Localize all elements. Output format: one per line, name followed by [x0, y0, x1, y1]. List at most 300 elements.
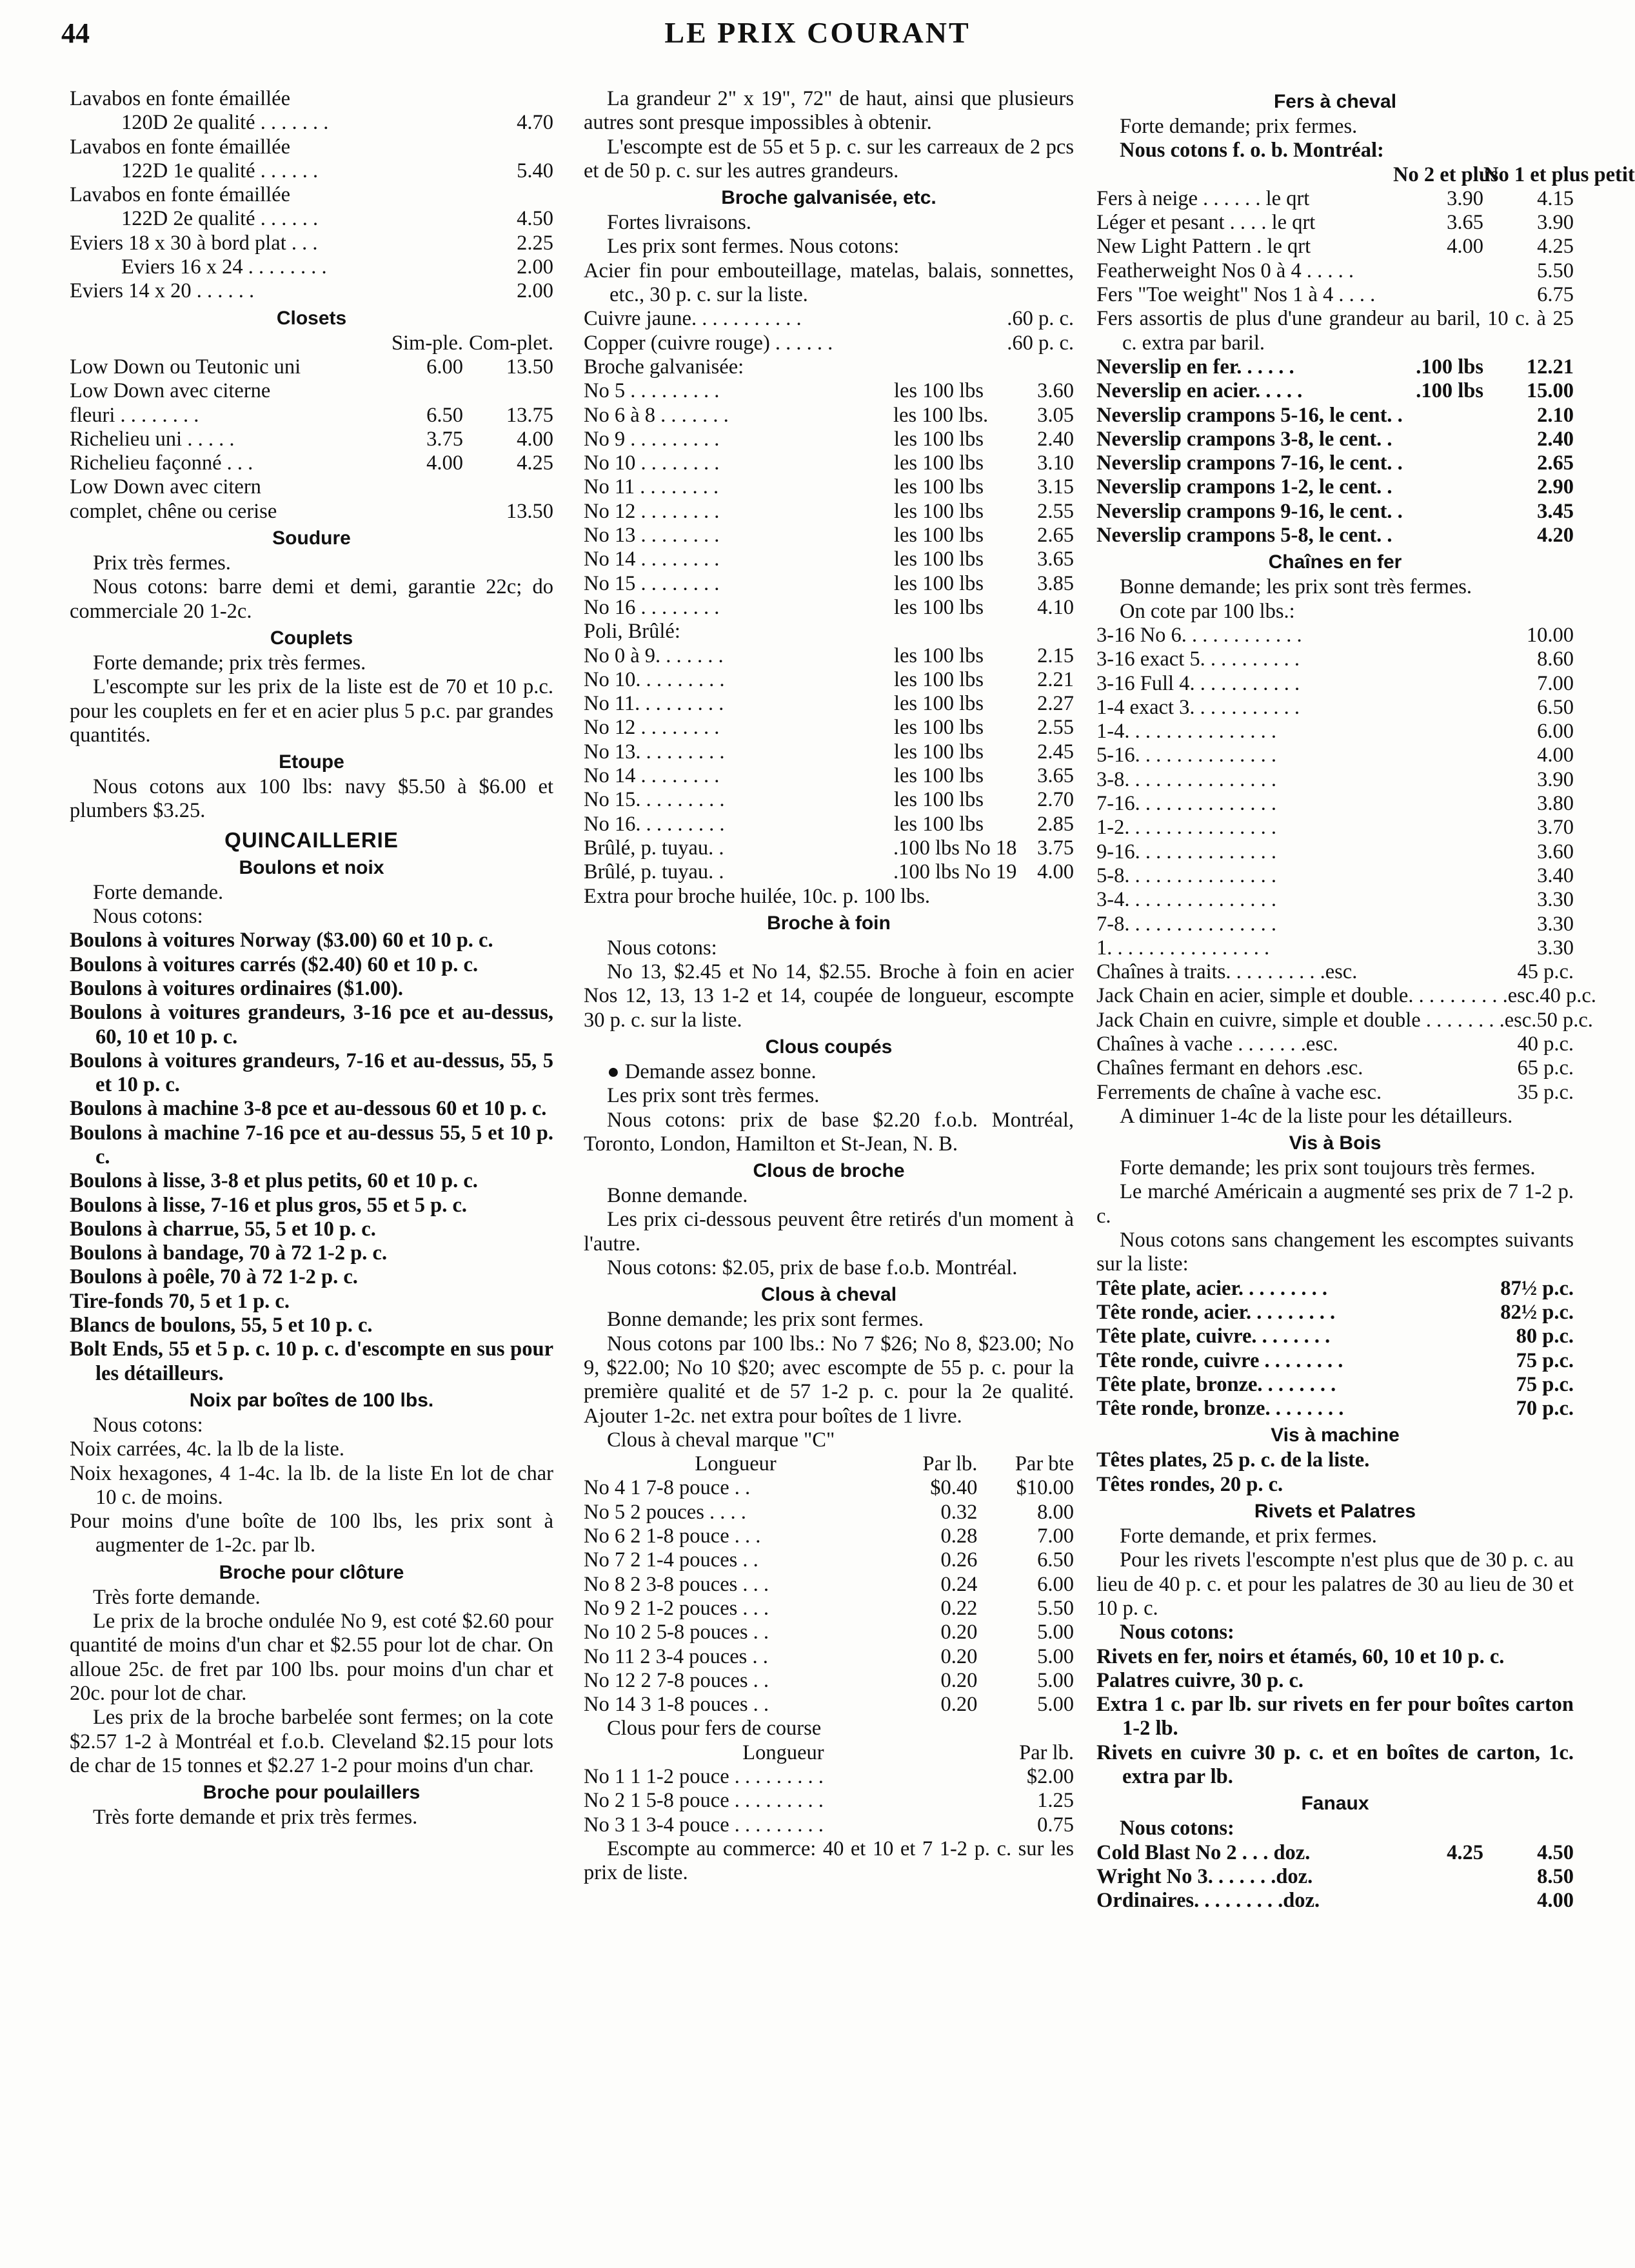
item-label: 5-16. . . . . . . . . . . . . .	[1096, 744, 1276, 767]
list-item: Blancs de boulons, 55, 5 et 10 p. c.	[70, 1314, 373, 1337]
cloture-text: Les prix de la broche barbelée sont fermes; on la cote $2.57 1-2 à Montréal et f.o.b. Cleveland $2.15 pour lots de char de 15 tonnes et $2.27 1-2 pour moins d'un char.	[70, 1706, 553, 1777]
item-value: 3.75	[426, 427, 463, 451]
item-value: 3.45	[1537, 499, 1574, 523]
item-label: No 11 . . . . . . . .	[584, 475, 719, 499]
item-value: 4.70	[517, 111, 553, 135]
item-label: No 10. . . . . . . . .	[584, 667, 725, 691]
item-label: No 13. . . . . . . . .	[584, 740, 725, 764]
list-item: Boulons à machine 7-16 pce et au-dessus 55, 5 et 10 p. c.	[70, 1121, 553, 1169]
fers-heading: Fers à cheval	[1273, 91, 1397, 112]
list-row	[1096, 1373, 1574, 1397]
list-row	[1096, 524, 1574, 547]
list-row	[70, 428, 553, 451]
etoupe-heading: Etoupe	[279, 751, 344, 773]
list-row	[70, 207, 553, 231]
item-value: 4.00	[1537, 1889, 1574, 1913]
quincaillerie-heading: QUINCAILLERIE	[224, 827, 399, 852]
list-row	[584, 331, 1074, 355]
item-value: 4.00	[1537, 744, 1574, 767]
item-value: les 100 lbs	[893, 451, 984, 475]
cell-value: 0.32	[940, 1500, 978, 1524]
boulons-list	[70, 929, 553, 1386]
item-value: 2.00	[517, 255, 553, 279]
list-row	[1096, 1865, 1574, 1889]
broche-text: Les prix ci-dessous peuvent être retirés d'un moment à l'autre.	[584, 1208, 1074, 1256]
item-value	[373, 500, 463, 524]
item-label: No 9 . . . . . . . . .	[584, 427, 720, 451]
item-label: Richelieu uni . . . . .	[70, 427, 235, 451]
soudure-heading: Soudure	[272, 528, 351, 549]
item-label: Ferrements de chaîne à vache esc.	[1096, 1080, 1382, 1104]
item-value: 12.21	[1526, 355, 1574, 379]
item-value: .100 lbs No 18	[893, 836, 1017, 860]
closets-heading: Closets	[276, 307, 347, 329]
item-label: New Light Pattern . le qrt	[1096, 235, 1311, 259]
item-label: 7-8. . . . . . . . . . . . . . .	[1096, 912, 1276, 936]
item-label: 1-2. . . . . . . . . . . . . . .	[1096, 816, 1276, 840]
item-value: 3.90	[1537, 767, 1574, 791]
cell-value: 0.20	[940, 1644, 978, 1668]
item-label: 122D 2e qualité . . . . . .	[121, 207, 319, 231]
item-label: 3-8. . . . . . . . . . . . . . .	[1096, 767, 1276, 791]
list-row	[584, 716, 1074, 740]
vis-text: Nous cotons sans changement les escomptes suivants sur la liste:	[1096, 1228, 1574, 1276]
list-row	[1096, 672, 1574, 696]
list-row	[584, 860, 1074, 884]
item-label: Brûlé, p. tuyau. .	[584, 836, 724, 860]
lavabos-list	[70, 87, 553, 304]
list-item: Pour moins d'une boîte de 100 lbs, les prix sont à augmenter de 1-2c. par lb.	[70, 1510, 553, 1557]
list-item: Boulons à lisse, 7-16 et plus gros, 55 et 5 p. c.	[70, 1193, 468, 1217]
item-value: 8.50	[1537, 1864, 1574, 1888]
item-value: 8.60	[1537, 647, 1574, 671]
fers-text: Nous cotons f. o. b. Montréal:	[1120, 139, 1384, 163]
item-value: 2.55	[1037, 499, 1074, 523]
course-note: Escompte au commerce: 40 et 10 et 7 1-2 p. c. sur les prix de liste.	[584, 1837, 1074, 1885]
item-value: 3.10	[1037, 451, 1074, 475]
item-label: Neverslip en fer. . . . . .	[1096, 355, 1294, 379]
item-label: Tête ronde, acier. . . . . . . . .	[1096, 1300, 1336, 1324]
column-1	[70, 87, 553, 1829]
item-label: Eviers 16 x 24 . . . . . . . .	[121, 255, 327, 279]
vism-heading: Vis à machine	[1271, 1425, 1400, 1446]
item-label: Lavabos en fonte émaillée	[70, 87, 290, 110]
list-row	[70, 111, 553, 135]
cell-label: No 12 2 7-8 pouces . .	[584, 1668, 769, 1692]
cell-value: 5.00	[1037, 1693, 1074, 1717]
item-label: Tête plate, bronze. . . . . . . .	[1096, 1372, 1336, 1396]
galv-text: Les prix sont fermes. Nous cotons:	[607, 235, 900, 259]
item-value: 3.40	[1537, 863, 1574, 887]
item-value: 3.65	[1037, 547, 1074, 571]
item-value: 6.50	[426, 403, 463, 427]
list-row	[584, 428, 1074, 451]
item-value: 2.10	[1537, 403, 1574, 427]
list-item: Boulons à charrue, 55, 5 et 10 p. c.	[70, 1217, 376, 1241]
cloture-text: Très forte demande.	[93, 1585, 261, 1609]
fanaux-text: Nous cotons:	[1120, 1817, 1234, 1840]
item-label: No 6 à 8 . . . . . . .	[584, 403, 729, 427]
item-value: 6.50	[1537, 695, 1574, 719]
item-value: 2.55	[1037, 716, 1074, 740]
cheval-text: Bonne demande; les prix sont fermes.	[607, 1308, 924, 1332]
item-value: 2.90	[1537, 475, 1574, 499]
item-label: Léger et pesant . . . . le qrt	[1096, 211, 1316, 235]
list-row	[584, 836, 1074, 860]
item-value	[1393, 1865, 1483, 1889]
item-value: 3.90	[1447, 186, 1483, 210]
item-label: 3-4. . . . . . . . . . . . . . .	[1096, 888, 1276, 912]
list-row	[70, 183, 553, 207]
intro-text: L'escompte est de 55 et 5 p. c. sur les carreaux de 2 pcs et de 50 p. c. sur les autres grandeurs.	[584, 135, 1074, 182]
poli-subhead: Poli, Brûlé:	[584, 620, 680, 644]
cheval-text: Nous cotons par 100 lbs.: No 7 $26; No 8, $23.00; No 9, $22.00; No 10 $20; avec escompte de 55 p. c. pour la première qualité et de 57 1-2 p. c. pour la 2e qualité. Ajouter 1-2c. net extra pour boîtes de 1 livre.	[584, 1332, 1074, 1428]
item-value: 4.50	[517, 207, 553, 231]
table-row	[584, 1669, 1074, 1693]
cell-value: 0.22	[940, 1596, 978, 1620]
cell-value: 8.00	[1037, 1500, 1074, 1524]
list-item: Palatres cuivre, 30 p. c.	[1096, 1668, 1304, 1692]
item-value: 70 p.c.	[1516, 1397, 1574, 1421]
item-value: 13.50	[506, 499, 553, 523]
item-value: 2.25	[517, 231, 553, 255]
item-value: .100 lbs No 19	[893, 860, 1017, 884]
noix-list	[70, 1437, 553, 1557]
noix-text: Nous cotons:	[93, 1413, 203, 1437]
item-label: Brûlé, p. tuyau. .	[584, 860, 724, 884]
item-value: 3.05	[1037, 403, 1074, 427]
list-row	[70, 232, 553, 255]
item-value: 50 p.c.	[1536, 1008, 1593, 1032]
closets-columns: Sim-ple. Com-plet.	[391, 331, 553, 355]
list-row	[1096, 1841, 1574, 1865]
list-row	[1096, 1301, 1574, 1325]
item-value: les 100 lbs	[893, 740, 984, 764]
table-row	[584, 1524, 1074, 1548]
item-label: No 15. . . . . . . . .	[584, 788, 725, 812]
item-label: 120D 2e qualité . . . . . . .	[121, 111, 329, 135]
rivets-text: Forte demande, et prix fermes.	[1120, 1524, 1377, 1548]
item-value: 2.65	[1037, 524, 1074, 547]
table-row	[584, 1813, 1074, 1837]
galv-heading: Broche galvanisée, etc.	[721, 187, 936, 209]
table-row	[584, 1765, 1074, 1789]
rivets-list	[1096, 1645, 1574, 1790]
chaines-esc-list	[1096, 960, 1596, 1105]
item-label: 5-8. . . . . . . . . . . . . . .	[1096, 863, 1276, 887]
poulaillers-text: Très forte demande et prix très fermes.	[93, 1806, 418, 1829]
item-value: 3.60	[1537, 840, 1574, 863]
table-row	[584, 1501, 1074, 1524]
cell-value: 0.20	[940, 1668, 978, 1692]
item-value: 5.50	[1537, 259, 1574, 282]
item-label: Jack Chain en cuivre, simple et double . . . . . . . .esc.	[1096, 1008, 1537, 1032]
item-value: les 100 lbs	[893, 427, 984, 451]
item-value: 2.21	[1037, 667, 1074, 691]
poli-extra: Extra pour broche huilée, 10c. p. 100 lbs.	[584, 884, 931, 908]
item-value: les 100 lbs	[893, 379, 984, 403]
item-label: No 14 . . . . . . . .	[584, 764, 720, 788]
list-row	[1096, 840, 1574, 864]
item-value: 35 p.c.	[1517, 1080, 1574, 1104]
item-label: Neverslip crampons 1-2, le cent. .	[1096, 475, 1392, 499]
item-value: 3.30	[1537, 912, 1574, 936]
list-row	[1096, 816, 1574, 840]
item-value: 4.20	[1537, 524, 1574, 547]
cell-label: No 5 2 pouces . . . .	[584, 1500, 746, 1524]
item-label: Tête plate, acier. . . . . . . . .	[1096, 1276, 1328, 1300]
list-row	[1096, 696, 1574, 720]
page-number: 44	[61, 17, 90, 49]
list-item: Boulons à voitures grandeurs, 7-16 et au-dessus, 55, 5 et 10 p. c.	[70, 1049, 553, 1097]
item-value: les 100 lbs	[893, 571, 984, 595]
item-value: 4.10	[1037, 595, 1074, 619]
list-row	[584, 500, 1074, 524]
cell-value: $0.40	[930, 1476, 978, 1500]
item-value: 10.00	[1526, 623, 1574, 647]
couplets-heading: Couplets	[270, 627, 353, 649]
item-value: 6.00	[426, 355, 463, 379]
item-value: les 100 lbs	[893, 788, 984, 812]
list-row	[1096, 379, 1574, 403]
item-value: 2.40	[1037, 427, 1074, 451]
list-row	[1096, 500, 1574, 524]
etoupe-text: Nous cotons aux 100 lbs: navy $5.50 à $6.00 et plumbers $3.25.	[70, 775, 553, 823]
page-header	[0, 0, 1635, 52]
coupes-text: Nous cotons: prix de base $2.20 f.o.b. Montréal, Toronto, London, Hamilton et St-Jean, N. B.	[584, 1108, 1074, 1156]
fers-columns: No 2 et plus No 1 et plus petit	[1393, 163, 1635, 186]
list-row	[584, 379, 1074, 403]
list-row	[70, 87, 553, 111]
item-label: Low Down avec citern	[70, 475, 261, 499]
table-row	[584, 1645, 1074, 1669]
list-row	[1096, 475, 1574, 499]
list-row	[1096, 187, 1574, 211]
list-row	[584, 740, 1074, 764]
list-row	[1096, 960, 1574, 984]
foin-text: No 13, $2.45 et No 14, $2.55. Broche à foin en acier Nos 12, 13, 13 1-2 et 14, coupée de longueur, escompte 30 p. c. sur la liste.	[584, 960, 1074, 1032]
item-value: 3.30	[1537, 888, 1574, 912]
broche-heading: Clous de broche	[753, 1160, 905, 1182]
galv-text: Fortes livraisons.	[607, 211, 751, 235]
item-value	[1393, 524, 1483, 547]
item-label: Fers "Toe weight" Nos 1 à 4 . . . .	[1096, 283, 1376, 307]
boulons-text: Forte demande.	[93, 880, 224, 904]
item-label: 1. . . . . . . . . . . . . . . .	[1096, 936, 1270, 960]
list-item: Boulons à voitures ordinaires ($1.00).	[70, 976, 404, 1000]
list-row	[70, 279, 553, 303]
item-value: 3.90	[1537, 211, 1574, 235]
item-label: No 5 . . . . . . . . .	[584, 379, 720, 403]
list-row	[1096, 451, 1574, 475]
item-label: Ordinaires. . . . . . . . .doz.	[1096, 1889, 1320, 1913]
list-row	[1096, 283, 1574, 307]
item-value: 3.70	[1537, 816, 1574, 840]
list-row	[1096, 1325, 1574, 1348]
list-item: Boulons à voitures carrés ($2.40) 60 et 10 p. c.	[70, 952, 479, 976]
cell-value: 5.50	[1037, 1596, 1074, 1620]
item-value: 40 p.c.	[1517, 1032, 1574, 1056]
item-value: 3.30	[1537, 936, 1574, 960]
broche-text: Nous cotons: $2.05, prix de base f.o.b. Montréal.	[607, 1256, 1018, 1280]
list-row	[1096, 912, 1574, 936]
item-value: les 100 lbs	[893, 716, 984, 740]
column-2	[584, 87, 1074, 1885]
item-value	[1393, 283, 1483, 307]
item-label: 1-4. . . . . . . . . . . . . . .	[1096, 720, 1276, 744]
list-row	[1096, 355, 1574, 379]
list-item: Boulons à machine 3-8 pce et au-dessous 60 et 10 p. c.	[70, 1097, 547, 1121]
item-value: 82½ p.c.	[1500, 1300, 1574, 1324]
item-label: Tête ronde, cuivre . . . . . . . .	[1096, 1348, 1343, 1372]
marque-table: Longueur Par lb. Par bte No 4 1 7-8 pouce . . $0.40 $10.00 No 5 2 pouces . . . . 0.32 8.00 No 6 2 1-8 pouce . . . 0.28 7.00 No 7 2 1-4 pouces . . 0.26 6.50 No 8 2 3-8 pouces . . . 0.24 6.00 No 9 2 1-2 pouces . . . 0.22 5.50 No 10 2 5-8 pouces . . 0.20 5.00 No 11 2 3-4 pouces . . 0.20 5.00 No 12 2 7-8 pouces . . 0.20 5.00 No 14 3 1-8 pouces . . 0.20 5.00	[584, 1452, 1074, 1717]
item-value: les 100 lbs	[893, 595, 984, 619]
item-label: Copper (cuivre rouge) . . . . . .	[584, 331, 833, 355]
item-label: No 16 . . . . . . . .	[584, 595, 720, 619]
cell-label: No 2 1 5-8 pouce . . . . . . . . .	[584, 1789, 824, 1813]
chaines-text: On cote par 100 lbs.:	[1120, 599, 1295, 623]
rivets-heading: Rivets et Palatres	[1254, 1501, 1416, 1523]
cell-label: No 14 3 1-8 pouces . .	[584, 1693, 769, 1717]
list-item: Bolt Ends, 55 et 5 p. c. 10 p. c. d'escompte en sus pour les détailleurs.	[70, 1337, 553, 1385]
cell-value: 5.00	[1037, 1668, 1074, 1692]
cell-label: No 7 2 1-4 pouces . .	[584, 1548, 758, 1572]
item-label: Cuivre jaune. . . . . . . . . . .	[584, 307, 802, 331]
item-label: 3-16 No 6. . . . . . . . . . . .	[1096, 623, 1302, 647]
item-label: fleuri . . . . . . . .	[70, 403, 199, 427]
list-row	[584, 475, 1074, 499]
fers-assortis: Fers assortis de plus d'une grandeur au baril, 10 c. à 25 c. extra par baril.	[1096, 307, 1574, 355]
item-label: 7-16. . . . . . . . . . . . . .	[1096, 792, 1276, 816]
item-value	[463, 183, 553, 207]
coupes-text: Les prix sont très fermes.	[607, 1084, 820, 1108]
list-row	[1096, 235, 1574, 259]
table-row	[584, 1573, 1074, 1597]
table-row	[584, 1597, 1074, 1621]
list-row	[70, 404, 553, 428]
cell-value: 0.26	[940, 1548, 978, 1572]
list-row	[1096, 624, 1574, 647]
item-value: 6.75	[1537, 283, 1574, 307]
list-item: Rivets en cuivre 30 p. c. et en boîtes de carton, 1c. extra par lb.	[1096, 1740, 1574, 1788]
cell-label: No 4 1 7-8 pouce . .	[584, 1476, 751, 1500]
couplets-text: L'escompte sur les prix de la liste est de 70 et 10 p.c. pour les couplets en fer et en acier plus 5 p.c. par grandes quantités.	[70, 675, 553, 747]
soudure-text: Nous cotons: barre demi et demi, garantie 22c; do commerciale 20 1-2c.	[70, 575, 553, 623]
item-label: Lavabos en fonte émaillée	[70, 183, 290, 207]
course-table: Longueur Par lb. No 1 1 1-2 pouce . . . . . . . . . $2.00 No 2 1 5-8 pouce . . . . . . . . . 1.25 No 3 1 3-4 pouce . . . . . . . . . 0.75	[584, 1740, 1074, 1837]
cloture-heading: Broche pour clôture	[219, 1561, 404, 1583]
list-row	[1096, 888, 1574, 912]
list-row	[1096, 259, 1574, 283]
cell-label: No 1 1 1-2 pouce . . . . . . . . .	[584, 1765, 824, 1788]
list-row	[70, 379, 553, 403]
list-item: Noix hexagones, 4 1-4c. la lb. de la liste En lot de char 10 c. de moins.	[70, 1461, 553, 1509]
list-row	[1096, 720, 1574, 744]
item-value: 75 p.c.	[1516, 1348, 1574, 1372]
vis-text: Le marché Américain a augmenté ses prix de 7 1-2 p. c.	[1096, 1180, 1574, 1228]
couplets-text: Forte demande; prix très fermes.	[93, 651, 366, 675]
list-row	[584, 547, 1074, 571]
item-label: Wright No 3. . . . . . .doz.	[1096, 1864, 1313, 1888]
list-row	[70, 355, 553, 379]
list-row	[70, 451, 553, 475]
cloture-text: Le prix de la broche ondulée No 9, est coté $2.60 pour quantité de moins d'un char et $2.55 pour lot de char. On alloue 25c. de fret par 100 lbs. pour moins d'un char et 20c. pour lot de char.	[70, 1610, 553, 1705]
bullet-icon: ●	[607, 1060, 625, 1083]
rivets-text: Nous cotons:	[1120, 1621, 1234, 1644]
item-value: les 100 lbs	[893, 812, 984, 836]
chaines-text: Bonne demande; les prix sont très fermes.	[1120, 575, 1472, 599]
item-value: les 100 lbs	[893, 475, 984, 499]
list-row	[1096, 792, 1574, 816]
item-label: Jack Chain en acier, simple et double. . . . . . . . . .esc.	[1096, 984, 1540, 1008]
broche-text: Bonne demande.	[607, 1184, 748, 1208]
list-row	[1096, 936, 1574, 960]
item-value: 2.27	[1037, 692, 1074, 716]
list-row	[584, 764, 1074, 788]
cell-value: 0.75	[1037, 1813, 1074, 1837]
list-row	[1096, 647, 1574, 671]
item-value: 45 p.c.	[1517, 960, 1574, 984]
coupes-heading: Clous coupés	[765, 1036, 893, 1058]
item-value: 4.15	[1537, 186, 1574, 210]
fanaux-list	[1096, 1841, 1574, 1913]
list-item: Boulons à lisse, 3-8 et plus petits, 60 et 10 p. c.	[70, 1169, 478, 1193]
boulons-heading: Boulons et noix	[239, 856, 384, 878]
galv-text: Acier fin pour embouteillage, matelas, balais, sonnettes, etc., 30 p. c. sur la liste.	[584, 259, 1074, 307]
list-row	[584, 644, 1074, 668]
item-value: les 100 lbs	[893, 667, 984, 691]
item-label: Low Down ou Teutonic uni	[70, 355, 301, 379]
item-label: Chaînes fermant en dehors .esc.	[1096, 1056, 1363, 1080]
list-item: Boulons à voitures grandeurs, 3-16 pce et au-dessus, 60, 10 et 10 p. c.	[70, 1001, 553, 1049]
table-row	[584, 1621, 1074, 1644]
galv-rows	[584, 307, 1074, 355]
item-label: No 0 à 9. . . . . . .	[584, 644, 724, 667]
item-label: No 12 . . . . . . . .	[584, 499, 720, 523]
item-value: 7.00	[1537, 671, 1574, 695]
item-value: 80 p.c.	[1516, 1325, 1574, 1348]
item-value: les 100 lbs	[893, 764, 984, 788]
chaines-note: A diminuer 1-4c de la liste pour les détailleurs.	[1120, 1104, 1513, 1128]
coupes-text: ● Demande assez bonne.	[607, 1060, 817, 1083]
item-value: 3.85	[1037, 571, 1074, 595]
list-row	[584, 524, 1074, 547]
item-label: Neverslip crampons 7-16, le cent. .	[1096, 451, 1403, 475]
item-value: 5.40	[517, 159, 553, 182]
list-row	[1096, 1349, 1574, 1373]
soudure-text: Prix très fermes.	[93, 551, 231, 575]
list-row	[1096, 744, 1574, 767]
item-label: Lavabos en fonte émaillée	[70, 135, 290, 159]
item-label: Neverslip crampons 5-16, le cent. .	[1096, 403, 1403, 427]
item-value	[1393, 259, 1483, 283]
cell-value: 6.00	[1037, 1572, 1074, 1596]
item-label: No 14 . . . . . . . .	[584, 547, 720, 571]
cell-value: 0.20	[940, 1621, 978, 1644]
item-value: les 100 lbs	[893, 499, 984, 523]
list-item: Noix carrées, 4c. la lb de la liste.	[70, 1437, 344, 1461]
vis-text: Forte demande; les prix sont toujours très fermes.	[1120, 1156, 1536, 1180]
item-label: Neverslip crampons 9-16, le cent. .	[1096, 499, 1403, 523]
item-value: .60 p. c.	[1007, 307, 1074, 331]
list-row	[584, 788, 1074, 812]
list-row	[1096, 1008, 1593, 1032]
journal-title: LE PRIX COURANT	[664, 16, 971, 49]
item-value: 4.25	[517, 451, 553, 475]
item-value: 15.00	[1526, 379, 1574, 403]
item-label: Chaînes à traits. . . . . . . . . .esc.	[1096, 960, 1358, 984]
item-value: 2.70	[1037, 788, 1074, 812]
